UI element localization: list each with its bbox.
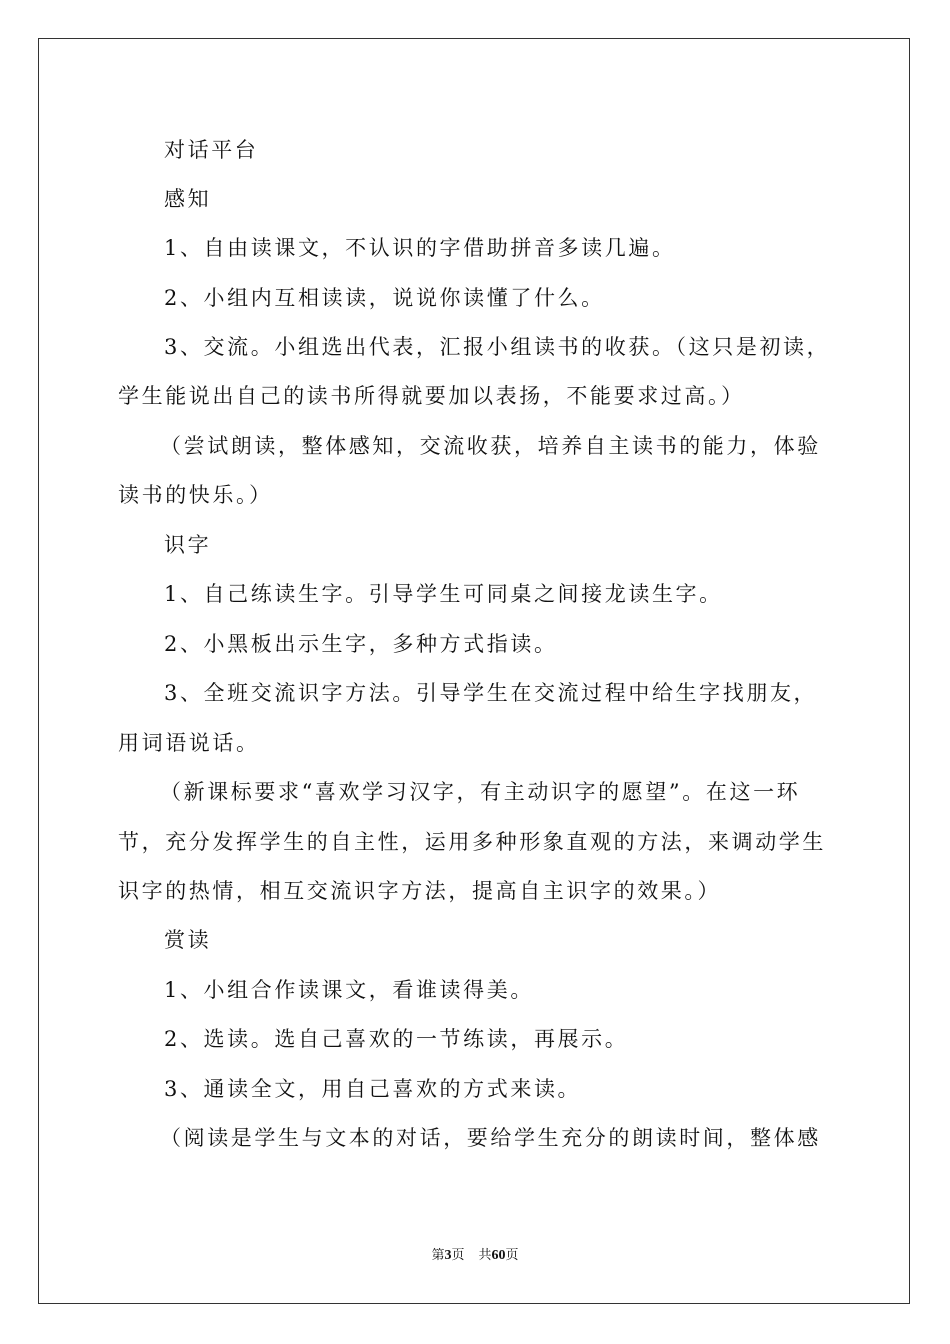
page-number-prefix: 第	[431, 1248, 445, 1263]
paragraph-line: （阅读是学生与文本的对话，要给学生充分的朗读时间，整体感	[160, 1126, 821, 1150]
paragraph-line: 1、小组合作读课文，看谁读得美。	[164, 978, 534, 1002]
paragraph-line: 节，充分发挥学生的自主性，运用多种形象直观的方法，来调动学生	[118, 830, 826, 854]
paragraph-line: 用词语说话。	[118, 731, 260, 755]
page-number: 3	[444, 1248, 452, 1263]
paragraph-line: 3、通读全文，用自己喜欢的方式来读。	[164, 1077, 582, 1101]
paragraph-line: 读书的快乐。）	[118, 483, 273, 507]
total-pages-suffix: 页	[505, 1248, 519, 1263]
page-number-suffix: 页	[451, 1248, 465, 1263]
section-heading-literacy: 识字	[164, 533, 212, 557]
paragraph-line: 1、自己练读生字。引导学生可同桌之间接龙读生字。	[164, 582, 723, 606]
section-heading-perceive: 感知	[164, 187, 212, 211]
section-heading-dialogue: 对话平台	[164, 138, 259, 162]
paragraph-line: 学生能说出自己的读书所得就要加以表扬，不能要求过高。）	[118, 384, 745, 408]
paragraph-line: （尝试朗读，整体感知，交流收获，培养自主读书的能力，体验	[160, 434, 821, 458]
paragraph-line: （新课标要求“喜欢学习汉字，有主动识字的愿望”。在这一环	[160, 780, 801, 804]
paragraph-line: 3、交流。小组选出代表，汇报小组读书的收获。（这只是初读，	[164, 335, 831, 359]
paragraph-line: 2、小组内互相读读，说说你读懂了什么。	[164, 286, 605, 310]
paragraph-line: 识字的热情，相互交流识字方法，提高自主识字的效果。）	[118, 879, 722, 903]
section-heading-appreciate: 赏读	[164, 928, 212, 952]
page-footer	[0, 1248, 950, 1264]
total-pages: 60	[491, 1248, 506, 1263]
paragraph-line: 2、选读。选自己喜欢的一节练读，再展示。	[164, 1027, 629, 1051]
paragraph-line: 2、小黑板出示生字，多种方式指读。	[164, 632, 558, 656]
page-border	[38, 38, 910, 1304]
total-pages-prefix: 共	[478, 1248, 492, 1263]
paragraph-line: 3、全班交流识字方法。引导学生在交流过程中给生字找朋友，	[164, 681, 818, 705]
paragraph-line: 1、自由读课文，不认识的字借助拼音多读几遍。	[164, 236, 676, 260]
